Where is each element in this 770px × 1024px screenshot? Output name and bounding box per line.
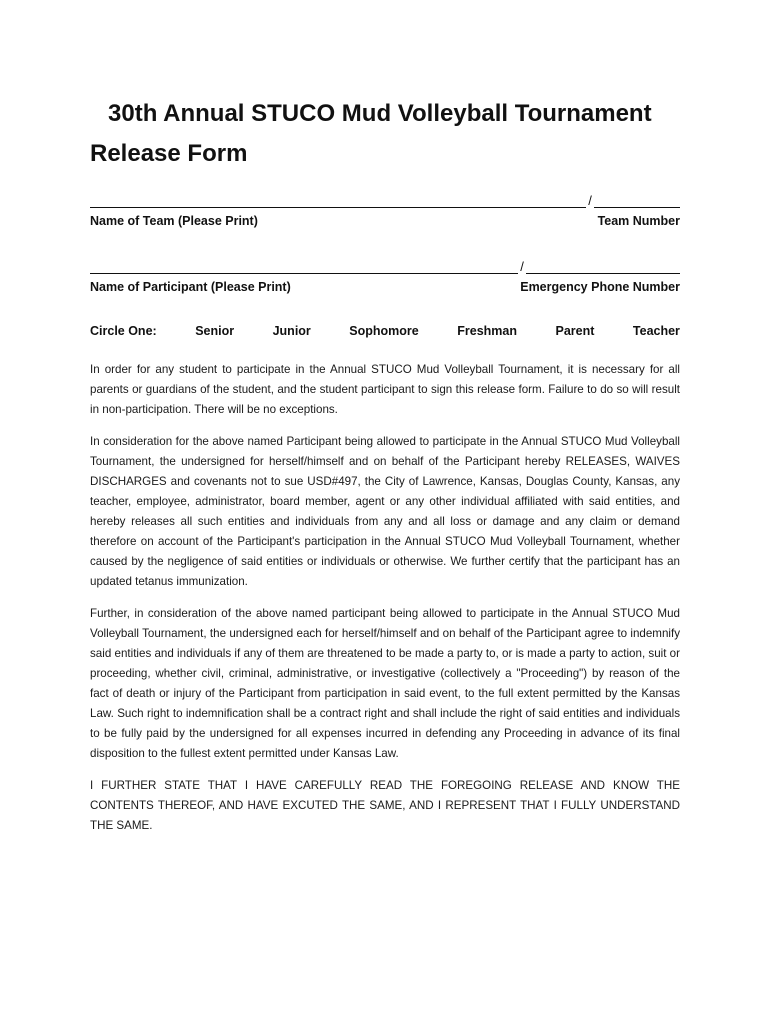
team-signature-line — [90, 190, 680, 208]
option-senior[interactable]: Senior — [195, 324, 235, 338]
title-line-2: Release Form — [90, 140, 248, 167]
paragraph-indemnification: Further, in consideration of the above named participant being allowed to participate in the Annual STUCO Mud Volleyball Tournament, the undersigned each for herself/himself and on behalf of the Participant agree to indemnify said entities and individuals if any of them are threatened to be made a party to, or is made a party to action, suit or proceeding, whether civil, criminal, administrative, or investigative (collectively a "Proceeding") by reason of the fact of death or injury of the Participant from participation in said event, to the full extent permitted by the Kansas Law. Such right to indemnification shall be a contract right and shall include the right of said entities and individuals to be fully paid by the undersigned for all expenses incurred in defending any Proceeding in advance of its final disposition to the fullest extent permitted under Kansas Law. — [90, 607, 680, 760]
emergency-phone-label: Emergency Phone Number — [520, 280, 680, 294]
form-title — [90, 0, 680, 174]
paragraph-release-waiver: In consideration for the above named Participant being allowed to participate in the Annual STUCO Mud Volleyball Tournament, the undersigned for herself/himself and on behalf of the Participant hereby RELEASES, WAIVES DISCHARGES and covenants not to sue USD#497, the City of Lawrence, Kansas, Douglas County, Kansas, any teacher, employee, administrator, board member, agent or any other individual affiliated with said entities, and hereby releases all such entities and individuals from any and all loss or damage and any claim or demand therefore on account of the Participant's participation in the Annual STUCO Mud Volleyball Tournament, whether caused by the negligence of said entities or individuals or otherwise. We further certify that the participant has an updated tetanus immunization. — [90, 435, 680, 588]
paragraph-participation-requirement: In order for any student to participate in the Annual STUCO Mud Volleyball Tournament, it is necessary for all parents or guardians of the student, and the student participant to sign this release form. Failure to do so will result in non-participation. There will be no exceptions. — [90, 363, 680, 416]
team-name-line[interactable] — [90, 193, 586, 208]
participant-field-group — [90, 256, 680, 294]
participant-name-line[interactable] — [90, 259, 518, 274]
emergency-phone-line[interactable] — [526, 259, 680, 274]
team-labels — [90, 214, 680, 228]
team-separator-slash: / — [588, 193, 592, 208]
option-parent[interactable]: Parent — [555, 324, 595, 338]
option-teacher[interactable]: Teacher — [632, 324, 680, 338]
option-sophomore[interactable]: Sophomore — [349, 324, 419, 338]
participant-name-label: Name of Participant (Please Print) — [90, 280, 291, 294]
circle-one-row — [90, 324, 680, 338]
team-number-label: Team Number — [597, 214, 680, 228]
team-field-group — [90, 190, 680, 228]
option-freshman[interactable]: Freshman — [457, 324, 517, 338]
team-name-label: Name of Team (Please Print) — [90, 214, 258, 228]
option-junior[interactable]: Junior — [272, 324, 311, 338]
participant-signature-line — [90, 256, 680, 274]
paragraph-acknowledgement: I FURTHER STATE THAT I HAVE CAREFULLY READ THE FOREGOING RELEASE AND KNOW THE CONTENTS THEREOF, AND HAVE EXCUTED THE SAME, AND I REPRESENT THAT I FULLY UNDERSTAND THE SAME. — [90, 779, 680, 832]
title-line-1: 30th Annual STUCO Mud Volleyball Tournament — [108, 100, 652, 127]
circle-one-label: Circle One: — [90, 324, 157, 338]
participant-separator-slash: / — [520, 259, 524, 274]
participant-labels — [90, 280, 680, 294]
team-number-line[interactable] — [594, 193, 680, 208]
